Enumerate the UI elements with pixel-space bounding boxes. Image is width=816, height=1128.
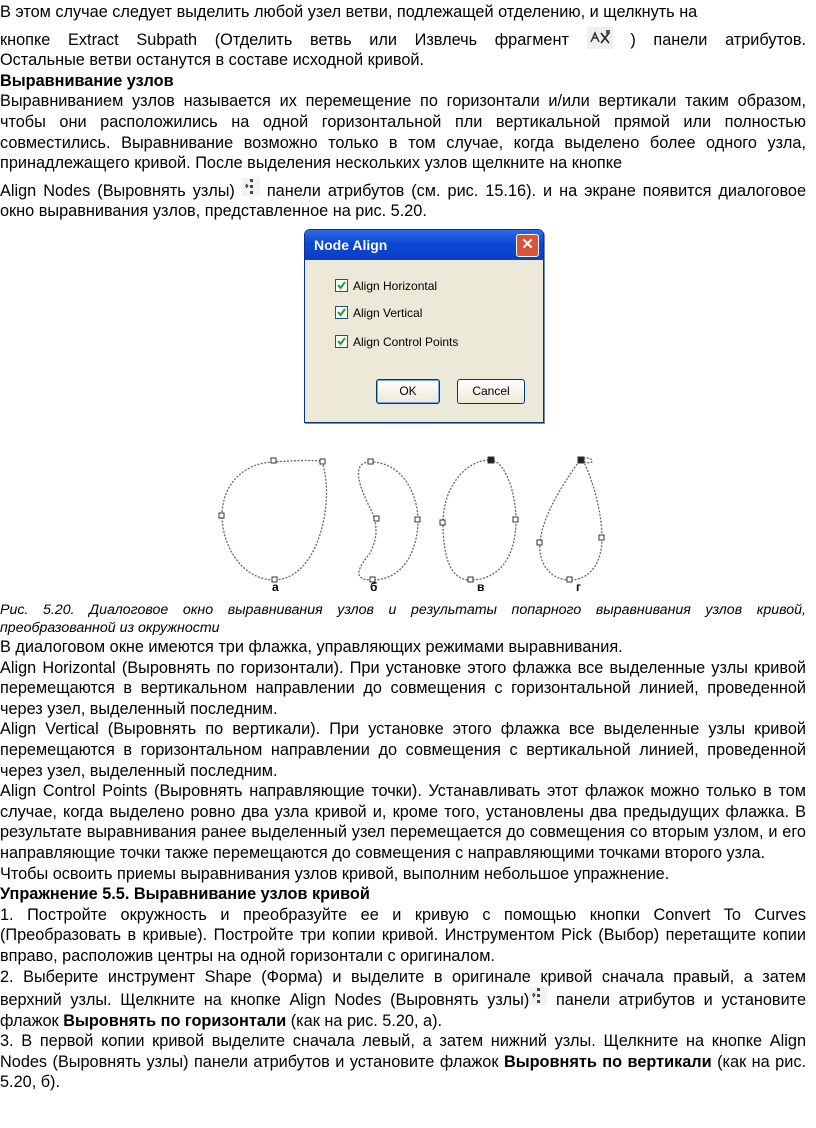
paragraph-3: В диалоговом окне имеются три флажка, управляющих режимами выравнивания. (0, 638, 623, 656)
curve-b (358, 462, 418, 580)
node (415, 517, 420, 522)
node (440, 520, 445, 525)
paragraph-6: Align Control Points (Выровнять направляющие точки). Устанавливать этот флажок можно только в том случае, когда выделено ровно два узла кривой и, кроме того, установлены два предыдущих флажка. В результате выравнивания ранее выделенный узел перемещается до совмещения со вторым узлом, и его направляющие точки также перемещаются до совмещения с направляющими точками второго узла. (0, 782, 806, 862)
close-button[interactable]: ✕ (516, 234, 539, 257)
heading-exercise: Упражнение 5.5. Выравнивание узлов кривой (0, 885, 370, 904)
ok-button[interactable]: OK (376, 379, 440, 404)
paragraph-2-cont: Align Nodes (Выровнять узлы) панели атрибутов (см. рис. 15.16). и на экране появится диалоговое окно выравнивания узлов, представленное на рис. 5.20. (0, 178, 806, 222)
node (368, 459, 373, 464)
paragraph-8: 1. Постройте окружность и преобразуйте ее и кривую с помощью кнопки Convert To Curves (Преобразовать в кривые). Постройте три копии кривой. Инструментом Pick (Выбор) перетащите копии вправо, расположив центры на одной горизонтали с оригиналом. (0, 905, 806, 965)
node-align-dialog (304, 229, 544, 423)
node (599, 535, 604, 540)
figure-caption: Рис. 5.20. Диалоговое окно выравнивания узлов и результаты попарного выравнивания узлов кривой, преобразованной из окружности (0, 602, 806, 636)
checkbox-label: Align Horizontal (353, 279, 438, 293)
paragraph-1-line3: Остальные ветви останутся в составе исходной кривой. (0, 51, 425, 70)
node (488, 457, 494, 463)
curve-c (443, 460, 516, 580)
checkbox-align-horizontal[interactable] (335, 279, 437, 295)
dialog-title: Node Align (314, 237, 388, 253)
paragraph-4: Align Horizontal (Выровнять по горизонтали). При установке этого флажка все выделенные узлы кривой перемещаются в вертикальном направлении до совмещения с горизонтальной линией, проведенной через узел, выделенный последним. (0, 658, 806, 718)
extract-subpath-icon (587, 27, 613, 49)
figure-label-b: б (370, 580, 378, 594)
cancel-button[interactable]: Cancel (457, 379, 525, 404)
paragraph-5: Align Vertical (Выровнять по вертикали). При установке этого флажка все выделенные узлы кривой перемещаются в горизонтальном направлении до совмещения с вертикальной линией, проведенной через узел, выделенный последним. (0, 720, 806, 780)
paragraph-10: 3. В первой копии кривой выделите сначала левый, а затем нижний узлы. Щелкните на кнопке Align Nodes (Выровнять узлы) панели атрибутов и установите флажок Выровнять по вертикали (как на рис. 5.20, б). (0, 1032, 806, 1092)
checkbox-box[interactable] (335, 335, 348, 348)
checkbox-box[interactable] (335, 279, 348, 292)
paragraph-1-line1: В этом случае следует выделить любой узел ветви, подлежащей отделению, и щелкнуть на (0, 3, 698, 21)
node (537, 540, 542, 545)
curve-d (540, 458, 602, 580)
node (271, 458, 276, 463)
node (219, 513, 224, 518)
paragraph-9: 2. Выберите инструмент Shape (Форма) и выделите в оригинале кривой сначала правый, а затем верхний узлы. Щелкните на кнопке Align Nodes (Выровнять узлы) панели атрибутов и установите флажок Выровнять по горизонтали (как на рис. 5.20, а). (0, 967, 806, 1030)
figure-label-c: в (477, 580, 485, 594)
checkbox-label: Align Control Points (353, 335, 459, 349)
paragraph-7: Чтобы освоить приемы выравнивания узлов кривой, выполним небольшое упражнение. (0, 864, 670, 883)
align-nodes-icon (242, 178, 260, 196)
node-align-figures (200, 448, 620, 598)
checkbox-box[interactable] (335, 306, 348, 319)
curve-a (222, 461, 327, 581)
node (374, 516, 379, 521)
node (578, 457, 584, 463)
node (320, 459, 325, 464)
figure-label-a: а (272, 580, 279, 594)
node (468, 577, 473, 582)
paragraph-1-line2: кнопке Extract Subpath (Отделить ветвь или Извлечь фрагмент ) панели атрибутов. (0, 27, 806, 51)
checkbox-align-vertical[interactable] (335, 306, 422, 322)
checkbox-align-control-points[interactable] (335, 335, 458, 351)
align-nodes-icon (529, 987, 547, 1005)
node (513, 517, 518, 522)
dialog-title-bar (305, 230, 543, 260)
figure-label-d: г (576, 580, 581, 594)
heading-node-align: Выравнивание узлов (0, 71, 174, 90)
checkbox-label: Align Vertical (353, 306, 423, 320)
node (567, 577, 572, 582)
paragraph-2: Выравниванием узлов называется их перемещение по горизонтали и/или вертикали таким образом, чтобы они расположились на одной горизонтальной пли вертикальной прямой или полностью совместились. Выравнивание возможно только в том случае, когда выделено более одного узла, принадлежащего кривой. После выделения нескольких узлов щелкните на кнопке (0, 92, 806, 173)
